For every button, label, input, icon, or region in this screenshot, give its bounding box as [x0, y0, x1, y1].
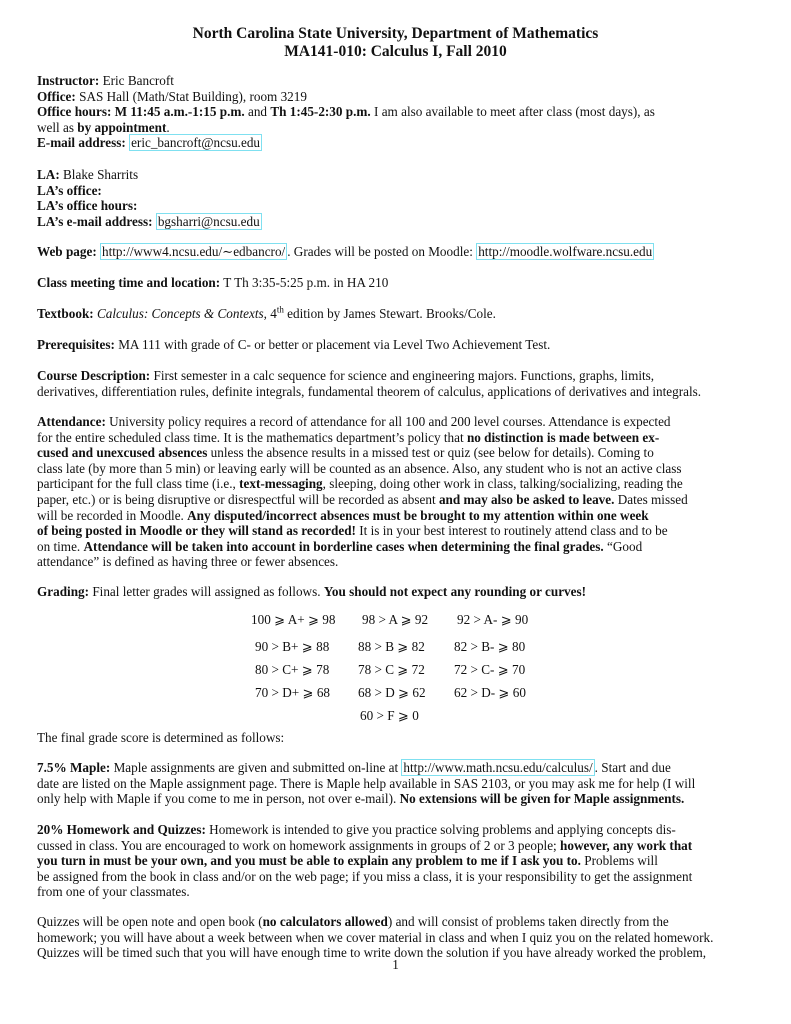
- textbook-title: Calculus: Concepts & Contexts: [96, 306, 264, 321]
- homework-bold: however, any work that: [560, 837, 693, 853]
- homework-line: Homework is intended to give you practice solving problems and applying concepts dis-: [209, 822, 676, 837]
- university-heading: North Carolina State University, Department of Mathematics: [192, 25, 599, 42]
- maple-link[interactable]: http://www.math.ncsu.edu/calculus/: [403, 760, 593, 775]
- final-score-text: The final grade score is determined as follows:: [37, 730, 285, 745]
- edition-sup: th: [276, 304, 284, 315]
- la-name: Blake Sharrits: [63, 167, 139, 182]
- comma: ,: [263, 306, 267, 321]
- grade-cell: 100 ⩾ A+ ⩾ 98: [251, 612, 336, 627]
- grade-cell: 62 > D- ⩾ 60: [454, 685, 526, 700]
- final-score-line: [37, 730, 755, 746]
- grade-cell: 98 > A ⩾ 92: [362, 612, 429, 627]
- maple-section: 7.5% Maple: Maple assignments are given and submitted on-line at http://www.math.ncsu.edu/calculus/ . Start and due date are listed on the Maple assignment page. There is Maple help available in SAS 2103, or you may ask me for help (I will only help with Maple if you come to me in person, not over e-mail). No extensions will be given for Maple assignments.: [37, 760, 755, 807]
- attendance-line: paper, etc.) or is being disruptive or disrespectful will be recorded as absent: [37, 491, 436, 507]
- grade-cell: 72 > C- ⩾ 70: [454, 662, 526, 677]
- la-label: LA:: [37, 167, 60, 182]
- maple-bold: No extensions will be given for Maple assignments.: [399, 791, 685, 807]
- homework-bold: you turn in must be your own, and you must be able to explain any problem to me if I ask you to.: [37, 853, 581, 869]
- grade-cell: 90 > B+ ⩾ 88: [255, 639, 330, 654]
- attendance-bold: text-messaging: [239, 476, 323, 492]
- quizzes-line: ) and will consist of problems taken directly from the: [387, 914, 669, 929]
- grade-cell: 70 > D+ ⩾ 68: [255, 685, 331, 700]
- la-email-link[interactable]: bgsharri@ncsu.edu: [157, 213, 260, 229]
- description-line: First semester in a calc sequence for science and engineering majors. Functions, graphs, limits,: [153, 368, 655, 383]
- la-office-label: LA’s office:: [37, 182, 102, 198]
- moodle-link[interactable]: http://moodle.wolfware.ncsu.edu: [478, 244, 653, 259]
- prereq-label: Prerequisites:: [37, 337, 115, 352]
- meeting-text: T Th 3:35-5:25 p.m. in HA 210: [223, 275, 389, 290]
- attendance-bold: of being posted in Moodle or they will stand as recorded!: [37, 523, 356, 539]
- moodle-text: Grades will be posted on Moodle:: [293, 244, 473, 259]
- office-hours-label: Office hours:: [37, 104, 112, 120]
- grade-cell: 92 > A- ⩾ 90: [457, 612, 529, 627]
- attendance-bold: no distinction is made between ex-: [466, 429, 660, 445]
- grade-cell: 82 > B- ⩾ 80: [454, 639, 526, 654]
- maple-line: Maple assignments are given and submitted on-line at: [113, 760, 399, 775]
- grading-text: Final letter grades will assigned as follows.: [92, 584, 321, 599]
- attendance-line: class late (by more than 5 min) or leaving early will be counted as an absence. Also, any student who is not an active class: [37, 460, 682, 476]
- la-email-label: LA’s e-mail address:: [37, 213, 153, 229]
- attendance-line: participant for the full class time (i.e.,: [37, 476, 236, 492]
- description-line: derivatives, differentiation rules, definite integrals, fundamental theorem of calculus, applications of derivatives and integrals.: [37, 383, 702, 399]
- attendance-bold: Any disputed/incorrect absences must be brought to my attention within one week: [187, 507, 649, 523]
- attendance-line: Dates missed: [617, 491, 688, 507]
- attendance-line: It is in your best interest to routinely attend class and to be: [359, 523, 668, 539]
- web-label: Web page:: [37, 244, 97, 259]
- instructor-label: Instructor:: [37, 73, 100, 88]
- period: .: [166, 119, 170, 135]
- attendance-line: for the entire scheduled class time. It is the mathematics department’s policy that: [37, 429, 464, 445]
- maple-line: Start and due: [601, 760, 671, 775]
- prereq-text: MA 111 with grade of C- or better or placement via Level Two Achievement Test.: [118, 337, 551, 352]
- office-hours-note: I am also available to meet after class (most days), as: [374, 104, 655, 120]
- attendance-line: , sleeping, doing other work in class, talking/socializing, reading the: [322, 476, 683, 492]
- prereq-section: [37, 337, 755, 353]
- attendance-line: on time.: [37, 538, 81, 554]
- homework-line: from one of your classmates.: [37, 884, 190, 900]
- attendance-section: [37, 414, 755, 570]
- grade-cell: 60 > F ⩾ 0: [360, 708, 419, 723]
- attendance-bold: Attendance will be taken into account in borderline cases when determining the final grades.: [83, 538, 604, 554]
- maple-line: only help with Maple if you come to me in person, not over e-mail).: [37, 791, 397, 807]
- textbook-section: [37, 306, 755, 322]
- web-section: Web page: http://www4.ncsu.edu/∼edbancro/ . Grades will be posted on Moodle: http://moodle.wolfware.ncsu.edu: [37, 244, 653, 259]
- email-label: E-mail address:: [37, 135, 126, 151]
- description-label: Course Description:: [37, 368, 151, 383]
- grade-cell: 80 > C+ ⩾ 78: [255, 662, 330, 677]
- quizzes-section: [37, 914, 755, 961]
- grading-bold: You should not expect any rounding or curves!: [323, 584, 587, 599]
- office-label: Office:: [37, 88, 76, 104]
- quizzes-line: homework; you will have about a week between when we cover material in class and when I quiz you on the related homework.: [37, 929, 714, 945]
- attendance-line: attendance” is defined as having three or fewer absences.: [37, 554, 339, 570]
- attendance-line: unless the absence results in a missed test or quiz (see below for details). Coming to: [210, 445, 654, 461]
- grade-cell: 88 > B ⩾ 82: [358, 639, 425, 654]
- office-location: SAS Hall (Math/Stat Building), room 3219: [79, 88, 307, 104]
- maple-label: 7.5% Maple:: [37, 760, 111, 775]
- edition-number: 4: [270, 306, 277, 321]
- attendance-line: University policy requires a record of attendance for all 100 and 200 level courses. Attendance is expected: [109, 414, 671, 429]
- attendance-label: Attendance:: [37, 414, 106, 429]
- homework-label: 20% Homework and Quizzes:: [37, 822, 206, 837]
- instructor-email-link[interactable]: eric_bancroft@ncsu.edu: [131, 135, 261, 151]
- grading-section: [37, 584, 755, 600]
- course-web-link[interactable]: http://www4.ncsu.edu/∼edbancro/: [102, 244, 286, 259]
- maple-line: date are listed on the Maple assignment page. There is Maple help available in SAS 2103, or you may ask me for help (I will: [37, 775, 696, 791]
- quizzes-line: Quizzes will be open note and open book (: [37, 914, 263, 929]
- la-office-hours-label: LA’s office hours:: [37, 198, 138, 214]
- attendance-bold: and may also be asked to leave.: [438, 491, 615, 507]
- homework-line: Problems will: [584, 853, 658, 869]
- textbook-label: Textbook:: [37, 306, 94, 321]
- textbook-rest: edition by James Stewart. Brooks/Cole.: [287, 306, 496, 321]
- homework-section: [37, 822, 755, 900]
- instructor-name: Eric Bancroft: [102, 73, 174, 88]
- page-number: 1: [392, 957, 399, 972]
- instructor-section: [37, 73, 755, 151]
- attendance-bold: cused and unexcused absences: [37, 445, 208, 461]
- course-heading: MA141-010: Calculus I, Fall 2010: [284, 43, 507, 60]
- grade-cell: 68 > D ⩾ 62: [358, 685, 426, 700]
- by-appointment: by appointment: [77, 119, 167, 135]
- office-hours-monday: M 11:45 a.m.-1:15 p.m.: [114, 104, 245, 120]
- meeting-section: [37, 275, 755, 291]
- homework-line: cussed in class. You are encouraged to work on homework assignments in groups of 2 or 3 people;: [37, 837, 557, 853]
- la-section: [37, 167, 755, 229]
- quizzes-bold: no calculators allowed: [262, 914, 388, 929]
- grading-label: Grading:: [37, 584, 90, 599]
- description-section: [37, 368, 755, 399]
- attendance-line: will be recorded in Moodle.: [37, 507, 184, 523]
- quizzes-line: Quizzes will be timed such that you will have enough time to write down the solution if you have already worked the problem,: [37, 945, 707, 961]
- office-hours-thursday: Th 1:45-2:30 p.m.: [270, 104, 371, 120]
- hours-cont-text: well as: [37, 119, 74, 135]
- grade-cell: 78 > C ⩾ 72: [358, 662, 425, 677]
- attendance-line: “Good: [607, 538, 643, 554]
- meeting-label: Class meeting time and location:: [37, 275, 221, 290]
- and-text: and: [247, 104, 268, 120]
- homework-line: be assigned from the book in class and/or on the web page; if you miss a class, it is your responsibility to get the assignment: [37, 868, 693, 884]
